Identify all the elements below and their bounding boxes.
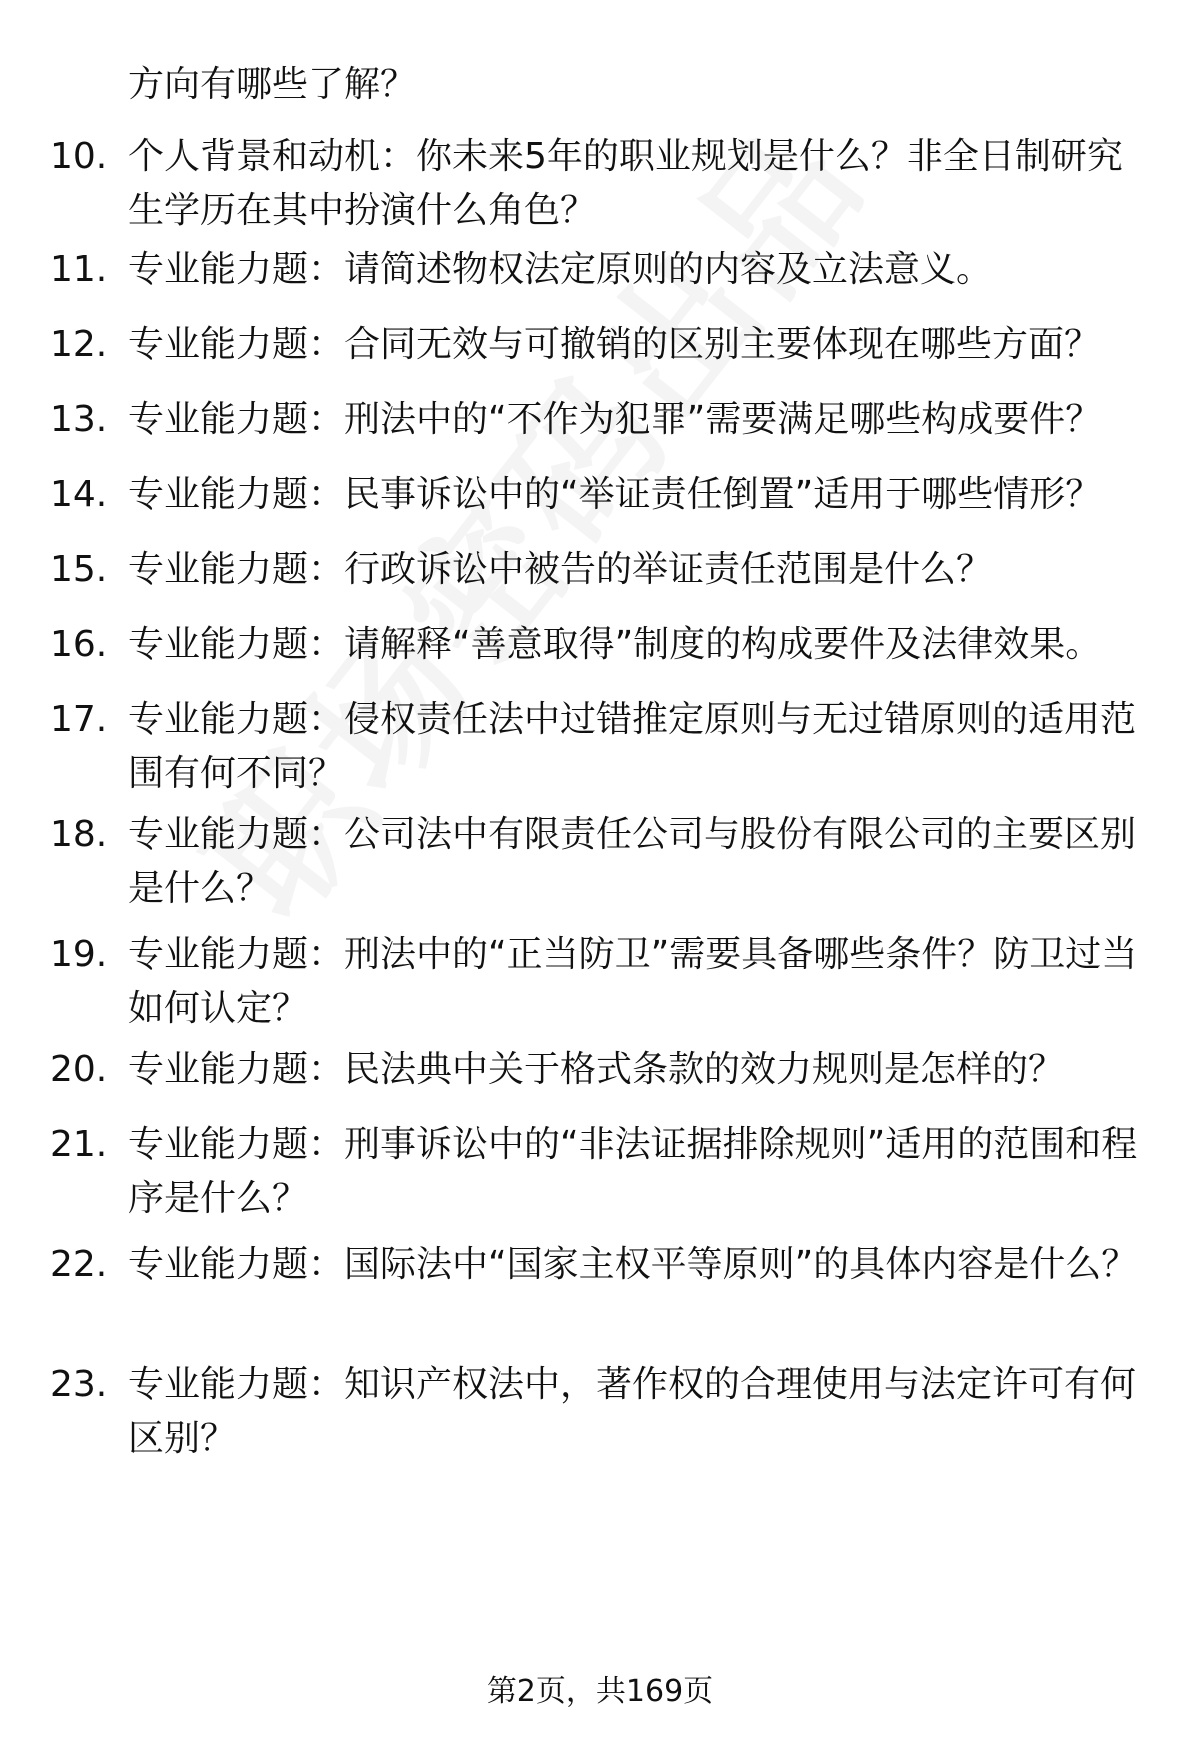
question-text: 专业能力题：公司法中有限责任公司与股份有限公司的主要区别是什么？ — [128, 814, 1137, 909]
question-item — [50, 928, 1160, 1036]
question-text: 专业能力题：民事诉讼中的“举证责任倒置”适用于哪些情形？ — [128, 474, 1102, 515]
question-number: 13. — [50, 399, 108, 440]
question-text: 专业能力题：民法典中关于格式条款的效力规则是怎样的？ — [128, 1049, 1065, 1090]
question-number: 16. — [50, 624, 108, 665]
question-item — [50, 1043, 1160, 1097]
question-item — [50, 693, 1160, 801]
question-text: 专业能力题：知识产权法中，著作权的合理使用与法定许可有何区别？ — [128, 1364, 1137, 1459]
question-number: 17. — [50, 699, 108, 740]
question-item — [50, 618, 1160, 672]
question-number: 22. — [50, 1244, 108, 1285]
question-number: 20. — [50, 1049, 108, 1090]
question-number: 23. — [50, 1364, 108, 1405]
question-text: 专业能力题：侵权责任法中过错推定原则与无过错原则的适用范围有何不同？ — [128, 699, 1137, 794]
question-text: 专业能力题：请解释“善意取得”制度的构成要件及法律效果。 — [128, 624, 1102, 665]
question-item — [50, 1358, 1160, 1466]
question-text: 专业能力题：请简述物权法定原则的内容及立法意义。 — [128, 249, 993, 290]
question-number: 19. — [50, 934, 108, 975]
question-number: 11. — [50, 249, 108, 290]
question-number: 12. — [50, 324, 108, 365]
question-item — [50, 543, 1160, 597]
question-text: 专业能力题：合同无效与可撤销的区别主要体现在哪些方面？ — [128, 324, 1101, 365]
question-number: 10. — [50, 136, 108, 177]
question-item — [50, 318, 1160, 372]
question-text: 专业能力题：行政诉讼中被告的举证责任范围是什么？ — [128, 549, 993, 590]
page-footer: 第2页，共169页 — [486, 1674, 714, 1709]
question-number: 18. — [50, 814, 108, 855]
question-number: 21. — [50, 1124, 108, 1165]
question-item — [50, 808, 1160, 916]
question-text: 专业能力题：刑事诉讼中的“非法证据排除规则”适用的范围和程序是什么？ — [128, 1124, 1138, 1219]
question-item — [50, 243, 1160, 297]
question-text: 专业能力题：刑法中的“正当防卫”需要具备哪些条件？防卫过当如何认定？ — [128, 934, 1138, 1029]
question-item — [50, 130, 1160, 238]
question-item — [50, 393, 1160, 447]
continuation-text: 方向有哪些了解？ — [128, 64, 417, 105]
question-item — [50, 1118, 1160, 1226]
question-text: 个人背景和动机：你未来5年的职业规划是什么？非全日制研究生学历在其中扮演什么角色？ — [128, 136, 1123, 231]
question-number: 15. — [50, 549, 108, 590]
question-text: 专业能力题：国际法中“国家主权平等原则”的具体内容是什么？ — [128, 1244, 1138, 1285]
question-item — [50, 468, 1160, 522]
question-number: 14. — [50, 474, 108, 515]
question-text: 专业能力题：刑法中的“不作为犯罪”需要满足哪些构成要件？ — [128, 399, 1102, 440]
question-item — [50, 1238, 1160, 1292]
